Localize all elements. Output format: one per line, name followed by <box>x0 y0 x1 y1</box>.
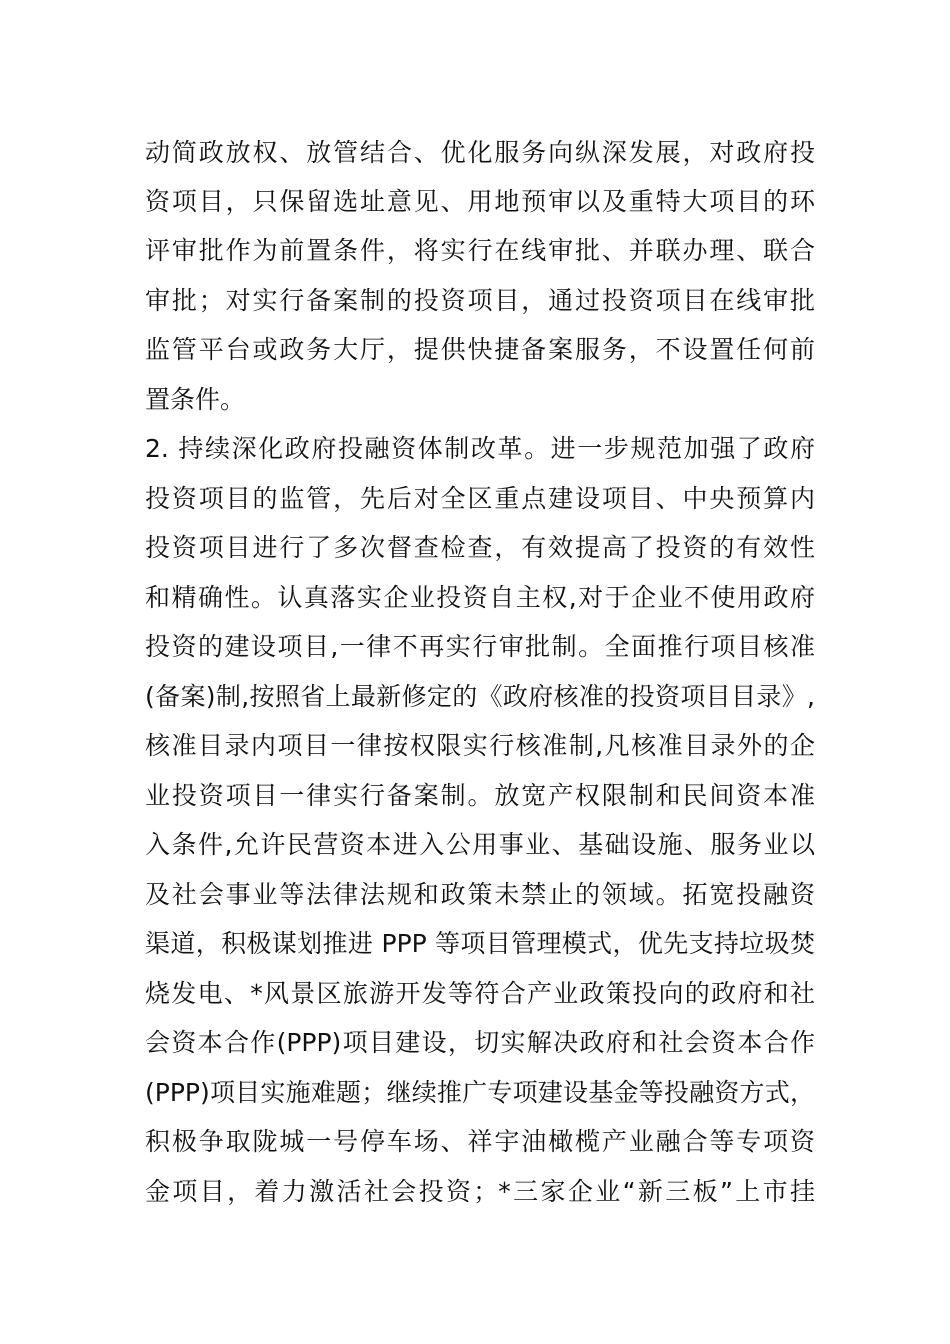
text-line: 和精确性。认真落实企业投资自主权,对于企业不使用政府 <box>145 583 815 612</box>
text-line: 资项目，只保留选址意见、用地预审以及重特大项目的环 <box>145 187 815 216</box>
section-heading-line: 2. 持续深化政府投融资体制改革。进一步规范加强了政府 <box>145 434 815 463</box>
text-line: 业投资项目一律实行备案制。放宽产权限制和民间资本准 <box>145 781 815 810</box>
text-line: 审批；对实行备案制的投资项目，通过投资项目在线审批 <box>145 286 815 315</box>
text-line: 烧发电、*风景区旅游开发等符合产业政策投向的政府和社 <box>145 979 815 1008</box>
text-line: 渠道，积极谋划推进 PPP 等项目管理模式，优先支持垃圾焚 <box>145 929 815 958</box>
text-line: 金项目，着力激活社会投资；*三家企业“新三板”上市挂 <box>145 1177 815 1206</box>
text-line: 投资项目的监管，先后对全区重点建设项目、中央预算内 <box>145 484 815 513</box>
text-line: 评审批作为前置条件，将实行在线审批、并联办理、联合 <box>145 236 815 265</box>
text-line: (备案)制,按照省上最新修定的《政府核准的投资项目目录》, <box>145 682 815 711</box>
text-line: 动简政放权、放管结合、优化服务向纵深发展，对政府投 <box>145 138 815 167</box>
text-line: 及社会事业等法律法规和政策未禁止的领域。拓宽投融资 <box>145 880 815 909</box>
text-line: 入条件,允许民营资本进入公用事业、基础设施、服务业以 <box>145 830 815 859</box>
text-line: 监管平台或政务大厅，提供快捷备案服务，不设置任何前 <box>145 335 815 364</box>
text-line: 投资项目进行了多次督查检查，有效提高了投资的有效性 <box>145 533 815 562</box>
text-line: (PPP)项目实施难题；继续推广专项建设基金等投融资方式， <box>145 1078 815 1107</box>
text-line: 投资的建设项目,一律不再实行审批制。全面推行项目核准 <box>145 632 815 661</box>
text-line: 核准目录内项目一律按权限实行核准制,凡核准目录外的企 <box>145 731 815 760</box>
text-line: 会资本合作(PPP)项目建设，切实解决政府和社会资本合作 <box>145 1028 815 1057</box>
text-line: 积极争取陇城一号停车场、祥宇油橄榄产业融合等专项资 <box>145 1127 815 1156</box>
text-line: 置条件。 <box>145 385 246 414</box>
